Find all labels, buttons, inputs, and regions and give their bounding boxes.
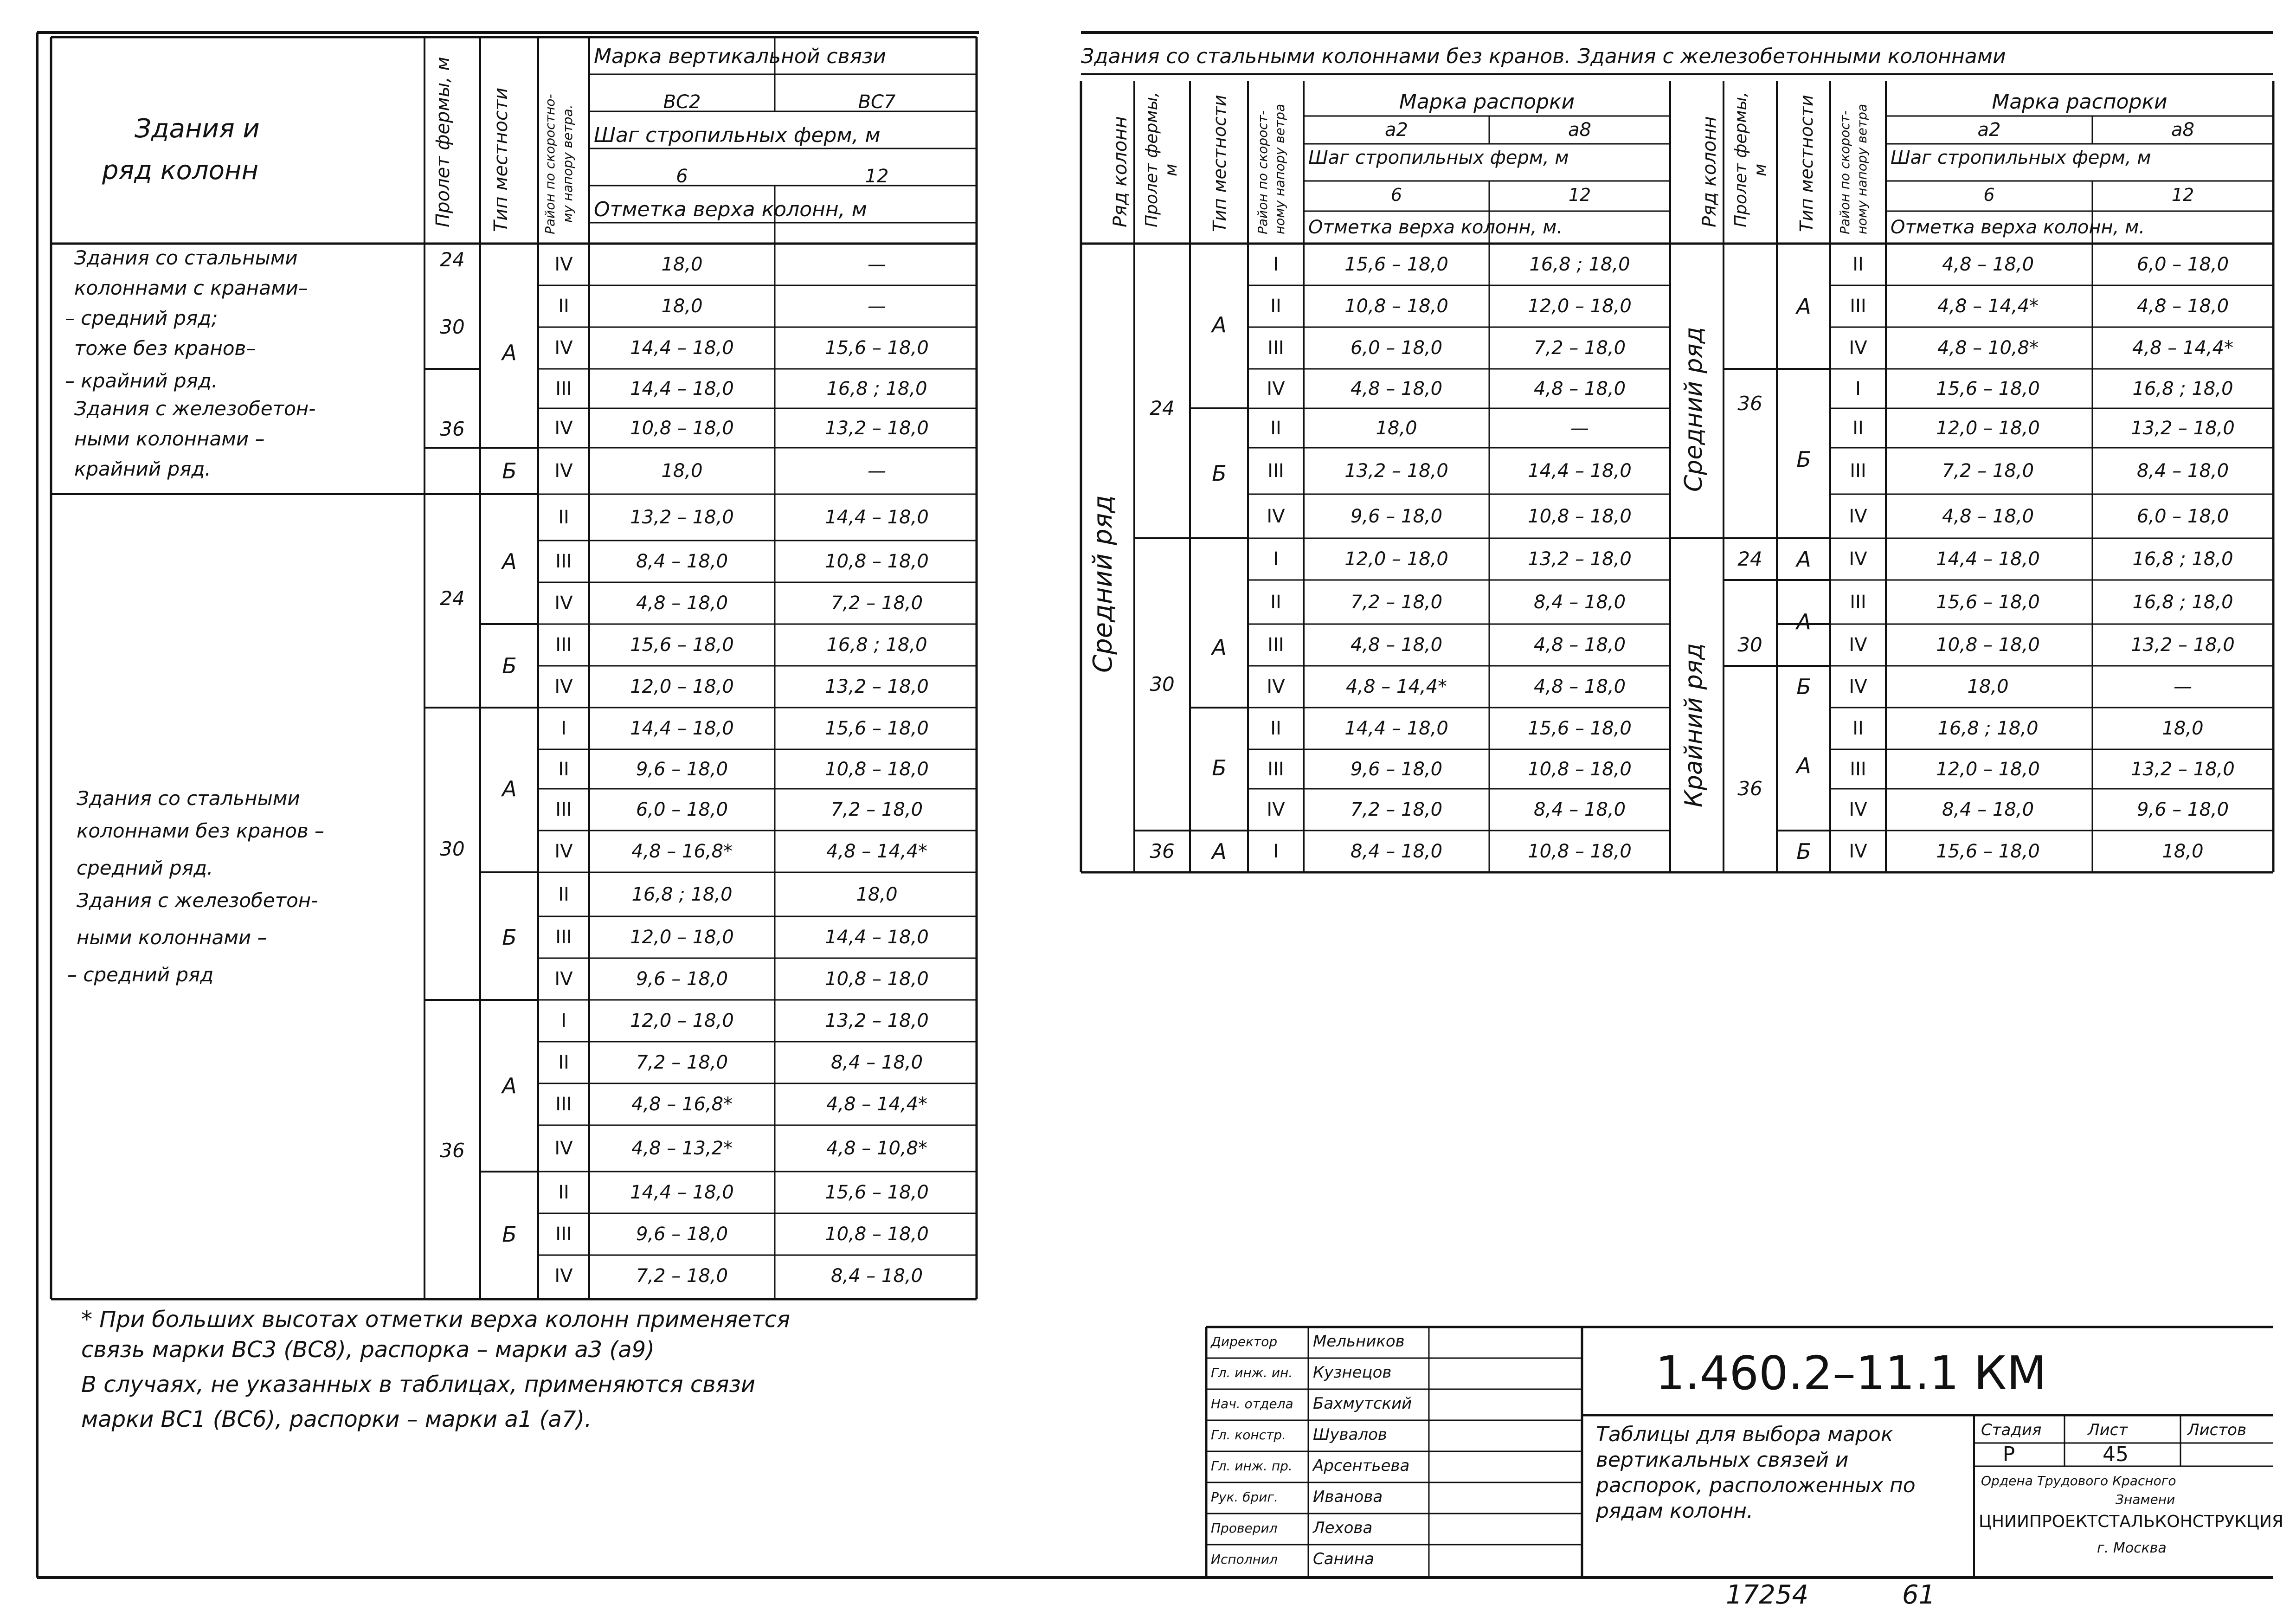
a8-value: 6,0 – 18,0 (2136, 505, 2229, 527)
row-label: Средний ряд (1088, 495, 1118, 673)
a2-value: 4,8 – 10,8* (1937, 337, 2039, 359)
a2-value: 15,6 – 18,0 (1936, 841, 2040, 862)
header-wind: ному напору ветра (1854, 103, 1870, 234)
a2-value: 16,8 ; 18,0 (1937, 718, 2039, 739)
header-step6: 6 (1983, 185, 1995, 205)
wind-zone: III (1850, 591, 1866, 613)
wind-zone: IV (554, 1138, 573, 1159)
terrain-value: А (502, 549, 517, 574)
terrain-value: А (1796, 753, 1811, 778)
bc2-value: 16,8 ; 18,0 (631, 883, 733, 905)
bc2-value: 12,0 – 18,0 (630, 1010, 734, 1031)
terrain-value: А (1212, 839, 1227, 864)
wind-zone: II (1270, 718, 1281, 739)
header-a8: а8 (1568, 119, 1591, 141)
bc2-value: 7,2 – 18,0 (636, 1265, 728, 1287)
terrain-value: А (1212, 312, 1227, 337)
group2-text: ными колоннами – (77, 926, 267, 949)
bc7-value: 7,2 – 18,0 (830, 593, 923, 614)
header-wind: ному напору ветра (1272, 103, 1287, 234)
role-label: Гл. инж. пр. (1211, 1458, 1293, 1474)
header-span: Пролет фермы, (1142, 91, 1161, 227)
wind-zone: III (555, 551, 572, 572)
a8-value: 16,8 ; 18,0 (1529, 254, 1630, 275)
role-label: Проверил (1211, 1520, 1278, 1536)
header-wind: Район по скоростно- (542, 94, 558, 234)
header-bc2: ВС2 (663, 91, 701, 113)
note-line: В случаях, не указанных в таблицах, применяются связи (81, 1372, 756, 1398)
document-code: 1.460.2–11.1 КМ (1655, 1346, 2047, 1400)
a8-value: 10,8 – 18,0 (1528, 758, 1632, 780)
a8-value: 10,8 – 18,0 (1528, 505, 1632, 527)
a2-value: 12,0 – 18,0 (1936, 758, 2040, 780)
wind-zone: III (555, 799, 572, 820)
a8-value: 6,0 – 18,0 (2136, 254, 2229, 275)
bc7-value: 4,8 – 14,4* (826, 841, 928, 862)
a2-value: 7,2 – 18,0 (1350, 591, 1443, 613)
terrain-value: Б (1796, 447, 1811, 472)
bc2-value: 14,4 – 18,0 (630, 337, 734, 359)
wind-zone: III (1267, 460, 1284, 482)
a2-value: 12,0 – 18,0 (1344, 548, 1448, 570)
wind-zone: IV (1849, 634, 1867, 656)
org-line: г. Москва (2097, 1540, 2167, 1556)
row-label: Крайний ряд (1680, 643, 1708, 807)
terrain-value: Б (502, 925, 517, 950)
group1-text: – крайний ряд. (65, 369, 218, 392)
wind-zone: IV (1267, 378, 1285, 399)
a2-value: 13,2 – 18,0 (1344, 460, 1448, 482)
sheet-label: Лист (2088, 1421, 2128, 1439)
wind-zone: II (558, 296, 569, 317)
a2-value: 4,8 – 14,4* (1937, 296, 2039, 317)
a8-value: 9,6 – 18,0 (2136, 799, 2229, 820)
terrain-value: А (1796, 294, 1811, 319)
bc7-value: 14,4 – 18,0 (825, 927, 929, 948)
a8-value: 10,8 – 18,0 (1528, 841, 1632, 862)
a2-value: 4,8 – 18,0 (1350, 634, 1443, 656)
bc2-value: 12,0 – 18,0 (630, 927, 734, 948)
a2-value: 10,8 – 18,0 (1936, 634, 2040, 656)
a8-value: 8,4 – 18,0 (1533, 799, 1626, 820)
a8-value: 16,8 ; 18,0 (2132, 378, 2233, 399)
a2-value: 7,2 – 18,0 (1350, 799, 1443, 820)
bc2-value: 13,2 – 18,0 (630, 507, 734, 528)
bc2-value: 8,4 – 18,0 (636, 551, 728, 572)
header-wind: му напору ветра. (560, 104, 575, 223)
terrain-value: Б (1796, 674, 1811, 699)
bc7-value: 10,8 – 18,0 (825, 1224, 929, 1245)
role-label: Гл. инж. ин. (1211, 1365, 1293, 1380)
header-terrain: Тип местности (1796, 95, 1817, 232)
right-table-title: Здания со стальными колоннами без кранов. Здания с железобетонными колоннами (1081, 45, 2006, 68)
note-line: марки ВС1 (ВС6), распорки – марки а1 (а7). (81, 1406, 592, 1432)
header-row: Ряд колонн (1110, 116, 1131, 227)
name-label: Арсентьева (1313, 1456, 1410, 1475)
bc7-value: — (868, 254, 886, 275)
header-truss-step: Шаг стропильных ферм, м (1891, 147, 2151, 168)
wind-zone: IV (1849, 841, 1867, 862)
footer-number: 17254 (1726, 1580, 1809, 1610)
span-value: 24 (1737, 548, 1762, 570)
wind-zone: III (555, 1094, 572, 1115)
a8-value: — (2174, 676, 2192, 697)
name-label: Шувалов (1313, 1425, 1387, 1444)
name-label: Кузнецов (1313, 1363, 1392, 1382)
wind-zone: II (1270, 296, 1281, 317)
org-line: Знамени (2116, 1492, 2175, 1507)
role-label: Рук. бриг. (1211, 1489, 1279, 1505)
header-group: ряд колонн (102, 155, 259, 186)
wind-zone: IV (1267, 505, 1285, 527)
wind-zone: I (561, 718, 566, 739)
wind-zone: III (555, 378, 572, 399)
wind-zone: IV (554, 254, 573, 275)
sheet-value: 45 (2103, 1443, 2129, 1466)
bc7-value: 16,8 ; 18,0 (826, 634, 927, 656)
a2-value: 18,0 (1967, 676, 2009, 697)
group1-text: крайний ряд. (74, 457, 211, 480)
wind-zone: IV (554, 1265, 573, 1287)
wind-zone: III (1850, 296, 1866, 317)
group2-text: – средний ряд (67, 963, 214, 986)
a2-value: 7,2 – 18,0 (1942, 460, 2034, 482)
bc7-value: 10,8 – 18,0 (825, 551, 929, 572)
name-label: Иванова (1313, 1488, 1383, 1506)
org-line: Ордена Трудового Красного (1981, 1473, 2176, 1488)
wind-zone: I (1273, 548, 1279, 570)
role-label: Исполнил (1211, 1552, 1278, 1567)
span-value: 36 (440, 1139, 465, 1162)
a8-value: 13,2 – 18,0 (1528, 548, 1632, 570)
wind-zone: III (555, 927, 572, 948)
a2-value: 14,4 – 18,0 (1936, 548, 2040, 570)
group2-text: колоннами без кранов – (77, 819, 325, 842)
wind-zone: I (1273, 254, 1279, 275)
sheets-label: Листов (2187, 1421, 2247, 1439)
terrain-value: Б (1212, 461, 1227, 486)
wind-zone: III (1267, 634, 1284, 656)
wind-zone: II (558, 507, 569, 528)
header-top-mark: Отметка верха колонн, м. (1891, 217, 2145, 238)
a8-value: 16,8 ; 18,0 (2132, 548, 2233, 570)
header-step12: 12 (865, 166, 889, 187)
wind-zone: II (1852, 417, 1864, 439)
wind-zone: II (1270, 417, 1281, 439)
span-value: 36 (1737, 392, 1762, 415)
header-truss-step: Шаг стропильных ферм, м (594, 123, 881, 147)
org-line: ЦНИИПРОЕКТСТАЛЬКОНСТРУКЦИЯ (1979, 1512, 2283, 1531)
a8-value: — (1570, 417, 1589, 439)
bc7-value: 15,6 – 18,0 (825, 718, 929, 739)
header-wind: Район по скорост- (1837, 110, 1852, 234)
terrain-value: Б (502, 458, 517, 483)
header-top-mark: Отметка верха колонн, м (594, 198, 867, 221)
bc7-value: 4,8 – 14,4* (826, 1094, 928, 1115)
header-span: м (1751, 163, 1770, 176)
header-row: Ряд колонн (1699, 116, 1720, 227)
header-terrain: Тип местности (490, 87, 512, 232)
header-span: Пролет фермы, (1731, 91, 1750, 227)
stage-value: Р (2002, 1443, 2015, 1466)
a2-value: 15,6 – 18,0 (1936, 378, 2040, 399)
span-value: 30 (1737, 633, 1762, 656)
a8-value: 4,8 – 18,0 (1533, 378, 1626, 399)
wind-zone: II (558, 1182, 569, 1203)
wind-zone: IV (1849, 676, 1867, 697)
wind-zone: II (558, 883, 569, 905)
wind-zone: IV (554, 337, 573, 359)
bc7-value: 8,4 – 18,0 (830, 1052, 923, 1073)
description-line: Таблицы для выбора марок (1596, 1423, 1893, 1446)
group2-text: Здания со стальными (77, 787, 300, 810)
bc7-value: 15,6 – 18,0 (825, 337, 929, 359)
wind-zone: II (558, 1052, 569, 1073)
span-value: 30 (440, 837, 465, 860)
a2-value: 6,0 – 18,0 (1350, 337, 1443, 359)
a2-value: 15,6 – 18,0 (1936, 591, 2040, 613)
bc2-value: 9,6 – 18,0 (636, 968, 728, 990)
wind-zone: IV (554, 676, 573, 697)
a8-value: 8,4 – 18,0 (2136, 460, 2229, 482)
bc2-value: 4,8 – 16,8* (631, 841, 733, 862)
a2-value: 4,8 – 18,0 (1942, 505, 2034, 527)
a8-value: 13,2 – 18,0 (2131, 417, 2235, 439)
bc7-value: 10,8 – 18,0 (825, 758, 929, 780)
bc2-value: 6,0 – 18,0 (636, 799, 728, 820)
header-step12: 12 (1568, 185, 1591, 205)
group1-text: Здания со стальными (74, 246, 298, 269)
a8-value: 13,2 – 18,0 (2131, 758, 2235, 780)
group1-text: Здания с железобетон- (74, 397, 316, 420)
header-span: Пролет фермы, м (432, 57, 454, 227)
header-wind: Район по скорост- (1255, 110, 1270, 234)
footer-page: 61 (1902, 1580, 1936, 1610)
bc7-value: — (868, 296, 886, 317)
description-line: распорок, расположенных по (1596, 1474, 1916, 1497)
a2-value: 9,6 – 18,0 (1350, 758, 1443, 780)
header-terrain: Тип местности (1209, 95, 1230, 232)
a8-value: 15,6 – 18,0 (1528, 718, 1632, 739)
header-span: м (1162, 163, 1181, 176)
wind-zone: IV (1849, 548, 1867, 570)
a8-value: 4,8 – 18,0 (1533, 676, 1626, 697)
wind-zone: III (1850, 758, 1866, 780)
bc7-value: — (868, 460, 886, 482)
wind-zone: IV (1849, 505, 1867, 527)
group2-text: средний ряд. (77, 857, 213, 879)
span-value: 24 (1150, 397, 1175, 419)
bc2-value: 4,8 – 16,8* (631, 1094, 733, 1115)
bc2-value: 12,0 – 18,0 (630, 676, 734, 697)
wind-zone: IV (1849, 799, 1867, 820)
terrain-value: Б (502, 653, 517, 678)
a8-value: 18,0 (2162, 841, 2204, 862)
wind-zone: IV (1267, 799, 1285, 820)
wind-zone: II (1270, 591, 1281, 613)
wind-zone: III (1850, 460, 1866, 482)
description-line: рядам колонн. (1596, 1499, 1754, 1523)
terrain-value: А (502, 1073, 517, 1098)
description-line: вертикальных связей и (1596, 1448, 1849, 1472)
bc2-value: 14,4 – 18,0 (630, 1182, 734, 1203)
bc7-value: 14,4 – 18,0 (825, 507, 929, 528)
a2-value: 15,6 – 18,0 (1344, 254, 1448, 275)
a8-value: 7,2 – 18,0 (1533, 337, 1626, 359)
bc7-value: 10,8 – 18,0 (825, 968, 929, 990)
span-value: 36 (440, 418, 465, 440)
span-value: 24 (440, 587, 465, 610)
role-label: Директор (1211, 1334, 1278, 1349)
wind-zone: III (555, 634, 572, 656)
bc2-value: 7,2 – 18,0 (636, 1052, 728, 1073)
wind-zone: II (558, 758, 569, 780)
terrain-value: А (1796, 609, 1811, 634)
a8-value: 4,8 – 14,4* (2132, 337, 2234, 359)
bc2-value: 14,4 – 18,0 (630, 378, 734, 399)
bc2-value: 14,4 – 18,0 (630, 718, 734, 739)
header-bc7: ВС7 (858, 91, 896, 113)
header-step6: 6 (1390, 185, 1402, 205)
bc2-value: 18,0 (661, 296, 703, 317)
span-value: 36 (1737, 777, 1762, 800)
a2-value: 4,8 – 18,0 (1942, 254, 2034, 275)
terrain-value: Б (1796, 839, 1811, 864)
header-a2: а2 (1385, 119, 1408, 141)
bc7-value: 4,8 – 10,8* (826, 1138, 928, 1159)
terrain-value: А (502, 340, 517, 365)
header-a2: а2 (1977, 119, 2001, 141)
terrain-value: А (1796, 547, 1811, 572)
bc7-value: 18,0 (856, 883, 898, 905)
a2-value: 4,8 – 14,4* (1345, 676, 1447, 697)
terrain-value: Б (1212, 755, 1227, 780)
wind-zone: IV (554, 417, 573, 439)
wind-zone: III (1267, 758, 1284, 780)
a2-value: 8,4 – 18,0 (1350, 841, 1443, 862)
a8-value: 8,4 – 18,0 (1533, 591, 1626, 613)
header-strut-mark: Марка распорки (1399, 90, 1575, 114)
note-line: связь марки ВС3 (ВС8), распорка – марки а3 (а9) (81, 1337, 655, 1363)
bc7-value: 13,2 – 18,0 (825, 676, 929, 697)
group1-text: – средний ряд; (65, 307, 218, 329)
a2-value: 4,8 – 18,0 (1350, 378, 1443, 399)
terrain-value: А (502, 776, 517, 801)
bc2-value: 9,6 – 18,0 (636, 758, 728, 780)
a8-value: 13,2 – 18,0 (2131, 634, 2235, 656)
name-label: Бахмутский (1313, 1394, 1412, 1413)
header-brace-mark: Марка вертикальной связи (594, 45, 886, 68)
wind-zone: IV (1849, 337, 1867, 359)
bc2-value: 4,8 – 13,2* (631, 1138, 733, 1159)
role-label: Нач. отдела (1211, 1396, 1293, 1411)
header-step6: 6 (676, 166, 688, 187)
a8-value: 18,0 (2162, 718, 2204, 739)
a8-value: 12,0 – 18,0 (1528, 296, 1632, 317)
bc2-value: 18,0 (661, 460, 703, 482)
group1-text: ными колоннами – (74, 427, 265, 450)
note-line: * При больших высотах отметки верха колонн применяется (81, 1307, 791, 1333)
wind-zone: IV (554, 968, 573, 990)
wind-zone: IV (554, 841, 573, 862)
bc7-value: 13,2 – 18,0 (825, 417, 929, 439)
bc2-value: 4,8 – 18,0 (636, 593, 728, 614)
wind-zone: II (1852, 254, 1864, 275)
a2-value: 8,4 – 18,0 (1942, 799, 2034, 820)
name-label: Лехова (1313, 1519, 1373, 1537)
header-step12: 12 (2171, 185, 2194, 205)
header-a8: а8 (2171, 119, 2194, 141)
span-value: 30 (440, 316, 465, 338)
a2-value: 18,0 (1376, 417, 1417, 439)
terrain-value: А (1212, 635, 1227, 660)
a2-value: 14,4 – 18,0 (1344, 718, 1448, 739)
bc2-value: 15,6 – 18,0 (630, 634, 734, 656)
row-label: Средний ряд (1680, 327, 1708, 492)
a8-value: 4,8 – 18,0 (2136, 296, 2229, 317)
a8-value: 16,8 ; 18,0 (2132, 591, 2233, 613)
wind-zone: I (1855, 378, 1861, 399)
bc7-value: 15,6 – 18,0 (825, 1182, 929, 1203)
stage-label: Стадия (1981, 1421, 2042, 1439)
a8-value: 14,4 – 18,0 (1528, 460, 1632, 482)
wind-zone: III (1267, 337, 1284, 359)
header-truss-step: Шаг стропильных ферм, м (1308, 147, 1569, 168)
header-top-mark: Отметка верха колонн, м. (1308, 217, 1563, 238)
bc2-value: 10,8 – 18,0 (630, 417, 734, 439)
span-value: 24 (440, 248, 465, 271)
terrain-value: Б (502, 1222, 517, 1247)
wind-zone: I (561, 1010, 566, 1031)
a2-value: 10,8 – 18,0 (1344, 296, 1448, 317)
wind-zone: II (1852, 718, 1864, 739)
bc7-value: 7,2 – 18,0 (830, 799, 923, 820)
wind-zone: IV (554, 460, 573, 482)
a8-value: 4,8 – 18,0 (1533, 634, 1626, 656)
span-value: 36 (1150, 840, 1175, 863)
wind-zone: IV (554, 593, 573, 614)
role-label: Гл. констр. (1211, 1427, 1286, 1443)
a2-value: 9,6 – 18,0 (1350, 505, 1443, 527)
name-label: Мельников (1313, 1332, 1405, 1351)
a2-value: 12,0 – 18,0 (1936, 417, 2040, 439)
group2-text: Здания с железобетон- (77, 889, 318, 912)
bc7-value: 16,8 ; 18,0 (826, 378, 927, 399)
bc7-value: 8,4 – 18,0 (830, 1265, 923, 1287)
group1-text: тоже без кранов– (74, 337, 256, 360)
header-group: Здания и (135, 114, 260, 144)
bc2-value: 9,6 – 18,0 (636, 1224, 728, 1245)
wind-zone: I (1273, 841, 1279, 862)
header-strut-mark: Марка распорки (1992, 90, 2167, 114)
span-value: 30 (1150, 673, 1175, 696)
bc7-value: 13,2 – 18,0 (825, 1010, 929, 1031)
group1-text: колоннами с кранами– (74, 277, 308, 299)
bc2-value: 18,0 (661, 254, 703, 275)
wind-zone: III (555, 1224, 572, 1245)
wind-zone: IV (1267, 676, 1285, 697)
name-label: Санина (1313, 1550, 1374, 1568)
